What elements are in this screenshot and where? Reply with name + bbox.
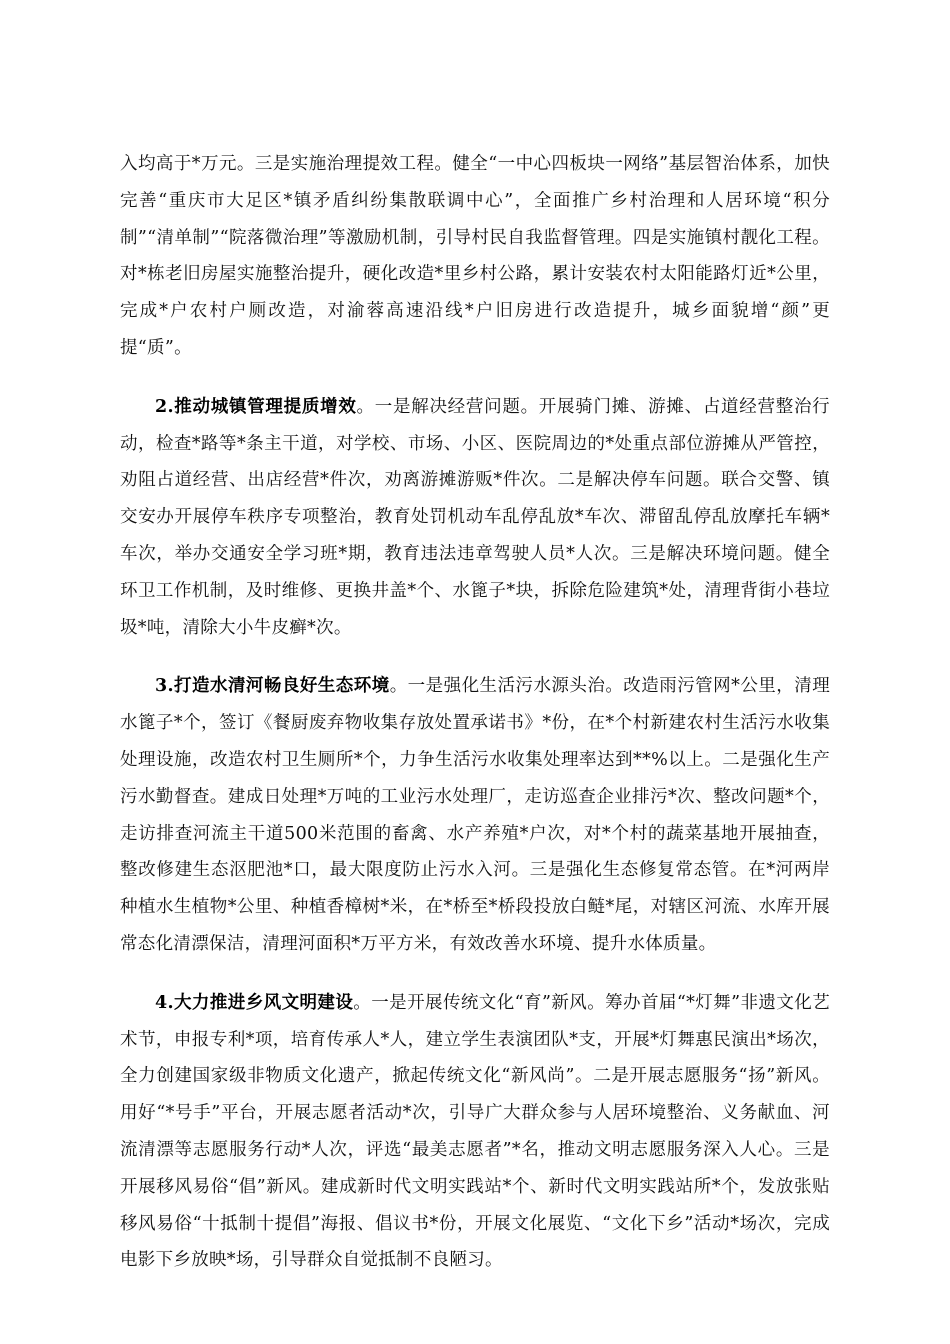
paragraph-urban-management bbox=[120, 389, 830, 647]
paragraph-text: 。一是解决经营问题。开展骑门摊、游摊、占道经营整治行动，检查*路等*条主干道，对学校、市场、小区、医院周边的*处重点部位游摊从严管控，劝阻占道经营、出店经营*件次，劝离游摊游贩*件次。二是解决停车问题。联合交警、镇交安办开展停车秩序专项整治，教育处罚机动车乱停乱放*车次、滞留乱停乱放摩托车辆*车次，举办交通安全学习班*期，教育违法违章驾驶人员*人次。三是解决环境问题。健全环卫工作机制，及时维修、更换井盖*个、水篦子*块，拆除危险建筑*处，清理背街小巷垃圾*吨，清除大小牛皮癣*次。 bbox=[120, 396, 830, 638]
paragraph-civilization bbox=[120, 985, 830, 1279]
paragraph-heading: 4.大力推进乡风文明建设 bbox=[155, 992, 354, 1013]
paragraph-text: 入均高于*万元。三是实施治理提效工程。健全“一中心四板块一网络”基层智治体系，加快完善“重庆市大足区*镇矛盾纠纷集散联调中心”，全面推广乡村治理和人居环境“积分制”“清单制”“院落微治理”等激励机制，引导村民自我监督管理。四是实施镇村靓化工程。对*栋老旧房屋实施整治提升，硬化改造*里乡村公路，累计安装农村太阳能路灯近*公里，完成*户农村户厕改造，对渝蓉高速沿线*户旧房进行改造提升，城乡面貌增“颜”更提“质”。 bbox=[120, 154, 830, 358]
paragraph-continued bbox=[120, 146, 830, 367]
paragraph-heading: 3.打造水清河畅良好生态环境 bbox=[155, 676, 390, 697]
paragraph-text: 。一是强化生活污水源头治。改造雨污管网*公里，清理水篦子*个，签订《餐厨废弃物收集存放处置承诺书》*份，在*个村新建农村生活污水收集处理设施，改造农村卫生厕所*个，力争生活污水收集处理率达到**%以上。二是强化生产污水勤督查。建成日处理*万吨的工业污水处理厂，走访巡查企业排污*次、整改问题*个，走访排查河流主干道500米范围的畜禽、水产养殖*户次，对*个村的蔬菜基地开展抽查，整改修建生态沤肥池*口，最大限度防止污水入河。三是强化生态修复常态管。在*河两岸种植水生植物*公里、种植香樟树*米，在*桥至*桥段投放白鲢*尾，对辖区河流、水库开展常态化清漂保洁，清理河面积*万平方米，有效改善水环境、提升水体质量。 bbox=[120, 676, 831, 954]
paragraph-ecology bbox=[120, 668, 830, 962]
paragraph-text: 。一是开展传统文化“育”新风。筹办首届“*灯舞”非遗文化艺术节，申报专利*项，培育传承人*人，建立学生表演团队*支，开展*灯舞惠民演出*场次，全力创建国家级非物质文化遗产，掀起传统文化“新风尚”。二是开展志愿服务“扬”新风。用好“*号手”平台，开展志愿者活动*次，引导广大群众参与人居环境整治、义务献血、河流清漂等志愿服务行动*人次，评选“最美志愿者”*名，推动文明志愿服务深入人心。三是开展移风易俗“倡”新风。建成新时代文明实践站*个、新时代文明实践站所*个，发放张贴移风易俗“十抵制十提倡”海报、倡议书*份，开展文化展览、“文化下乡”活动*场次，完成电影下乡放映*场，引导群众自觉抵制不良陋习。 bbox=[120, 992, 831, 1271]
paragraph-heading: 2.推动城镇管理提质增效 bbox=[155, 396, 357, 417]
